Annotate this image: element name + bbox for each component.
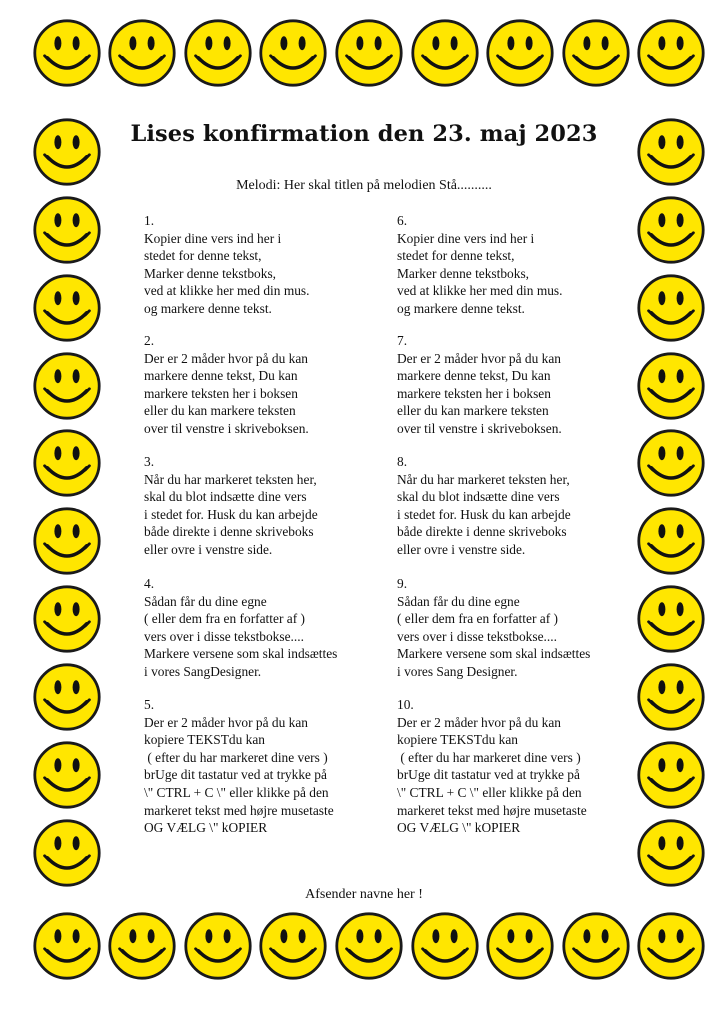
verse-3[interactable] (144, 453, 380, 559)
smiley-face-icon (32, 818, 102, 888)
verse-text: Sådan får du dine egne ( eller dem fra en forfatter af ) vers over i disse tekstbokse.... Markere versene som skal indsættes i vores Sang Designer. (397, 593, 591, 679)
smiley-face-icon (410, 18, 480, 88)
verse-text: Der er 2 måder hvor på du kan kopiere TEKSTdu kan ( efter du har markeret dine vers ) brUge dit tastatur ved at trykke på \" CTRL + C \" eller klikke på den markeret tekst med højre musetaste OG VÆLG \" kOPIER (144, 714, 334, 836)
smiley-face-icon (32, 911, 102, 981)
verse-text: Når du har markeret teksten her, skal du blot indsætte dine vers i stedet for. Husk du kan arbejde både direkte i denne skriveboks eller ovre i venstre side. (397, 471, 571, 557)
verse-text: Sådan får du dine egne ( eller dem fra en forfatter af ) vers over i disse tekstbokse.... Markere versene som skal indsættes i vores SangDesigner. (144, 593, 338, 679)
smiley-face-icon (485, 911, 555, 981)
verse-8[interactable] (397, 453, 633, 559)
verse-text: Kopier dine vers ind her i stedet for denne tekst, Marker denne tekstboks, ved at klikke her med din mus. og markere denne tekst. (397, 230, 563, 316)
smiley-face-icon (636, 18, 706, 88)
smiley-face-icon (636, 818, 706, 888)
verse-text: Der er 2 måder hvor på du kan kopiere TEKSTdu kan ( efter du har markeret dine vers ) brUge dit tastatur ved at trykke på \" CTRL + C \" eller klikke på den markeret tekst med højre musetaste OG VÆLG \" kOPIER (397, 714, 587, 836)
melody-line: Melodi: Her skal titlen på melodien Stå.......... (236, 178, 492, 193)
smiley-face-icon (410, 911, 480, 981)
verse-text: Der er 2 måder hvor på du kan markere denne tekst, Du kan markere teksten her i boksen eller du kan markere teksten over til venstre i skriveboksen. (144, 350, 309, 436)
sender-line: Afsender navne her ! (305, 887, 423, 902)
verse-number: 3. (144, 454, 155, 469)
smiley-face-icon (636, 506, 706, 576)
verse-number: 5. (144, 697, 155, 712)
verse-9[interactable] (397, 575, 633, 681)
verse-4[interactable] (144, 575, 380, 681)
smiley-face-icon (183, 911, 253, 981)
verse-number: 1. (144, 213, 155, 228)
verse-10[interactable] (397, 696, 633, 837)
verse-2[interactable] (144, 332, 380, 438)
verse-6[interactable] (397, 212, 633, 318)
smiley-face-icon (32, 351, 102, 421)
verse-number: 9. (397, 576, 408, 591)
smiley-face-icon (107, 911, 177, 981)
smiley-face-icon (258, 18, 328, 88)
verse-number: 7. (397, 333, 408, 348)
smiley-face-icon (32, 195, 102, 265)
verse-number: 2. (144, 333, 155, 348)
smiley-face-icon (636, 428, 706, 498)
smiley-face-icon (485, 18, 555, 88)
smiley-face-icon (561, 18, 631, 88)
verse-number: 4. (144, 576, 155, 591)
smiley-face-icon (32, 506, 102, 576)
smiley-face-icon (636, 273, 706, 343)
smiley-face-icon (636, 662, 706, 732)
smiley-face-icon (334, 18, 404, 88)
smiley-face-icon (258, 911, 328, 981)
page-title: Lises konfirmation den 23. maj 2023 (130, 121, 598, 147)
smiley-face-icon (32, 18, 102, 88)
smiley-face-icon (561, 911, 631, 981)
verse-text: Når du har markeret teksten her, skal du blot indsætte dine vers i stedet for. Husk du kan arbejde både direkte i denne skriveboks eller ovre i venstre side. (144, 471, 318, 557)
smiley-face-icon (32, 740, 102, 810)
smiley-face-icon (183, 18, 253, 88)
smiley-face-icon (636, 195, 706, 265)
verse-number: 6. (397, 213, 408, 228)
smiley-face-icon (32, 662, 102, 732)
verse-5[interactable] (144, 696, 380, 837)
smiley-face-icon (636, 740, 706, 810)
verse-7[interactable] (397, 332, 633, 438)
smiley-face-icon (32, 428, 102, 498)
smiley-face-icon (32, 273, 102, 343)
verse-1[interactable] (144, 212, 380, 318)
verse-text: Der er 2 måder hvor på du kan markere denne tekst, Du kan markere teksten her i boksen eller du kan markere teksten over til venstre i skriveboksen. (397, 350, 562, 436)
smiley-face-icon (32, 584, 102, 654)
verse-number: 8. (397, 454, 408, 469)
smiley-face-icon (334, 911, 404, 981)
smiley-face-icon (636, 911, 706, 981)
smiley-face-icon (636, 351, 706, 421)
verse-text: Kopier dine vers ind her i stedet for denne tekst, Marker denne tekstboks, ved at klikke her med din mus. og markere denne tekst. (144, 230, 310, 316)
smiley-face-icon (107, 18, 177, 88)
smiley-face-icon (636, 584, 706, 654)
verse-number: 10. (397, 697, 414, 712)
